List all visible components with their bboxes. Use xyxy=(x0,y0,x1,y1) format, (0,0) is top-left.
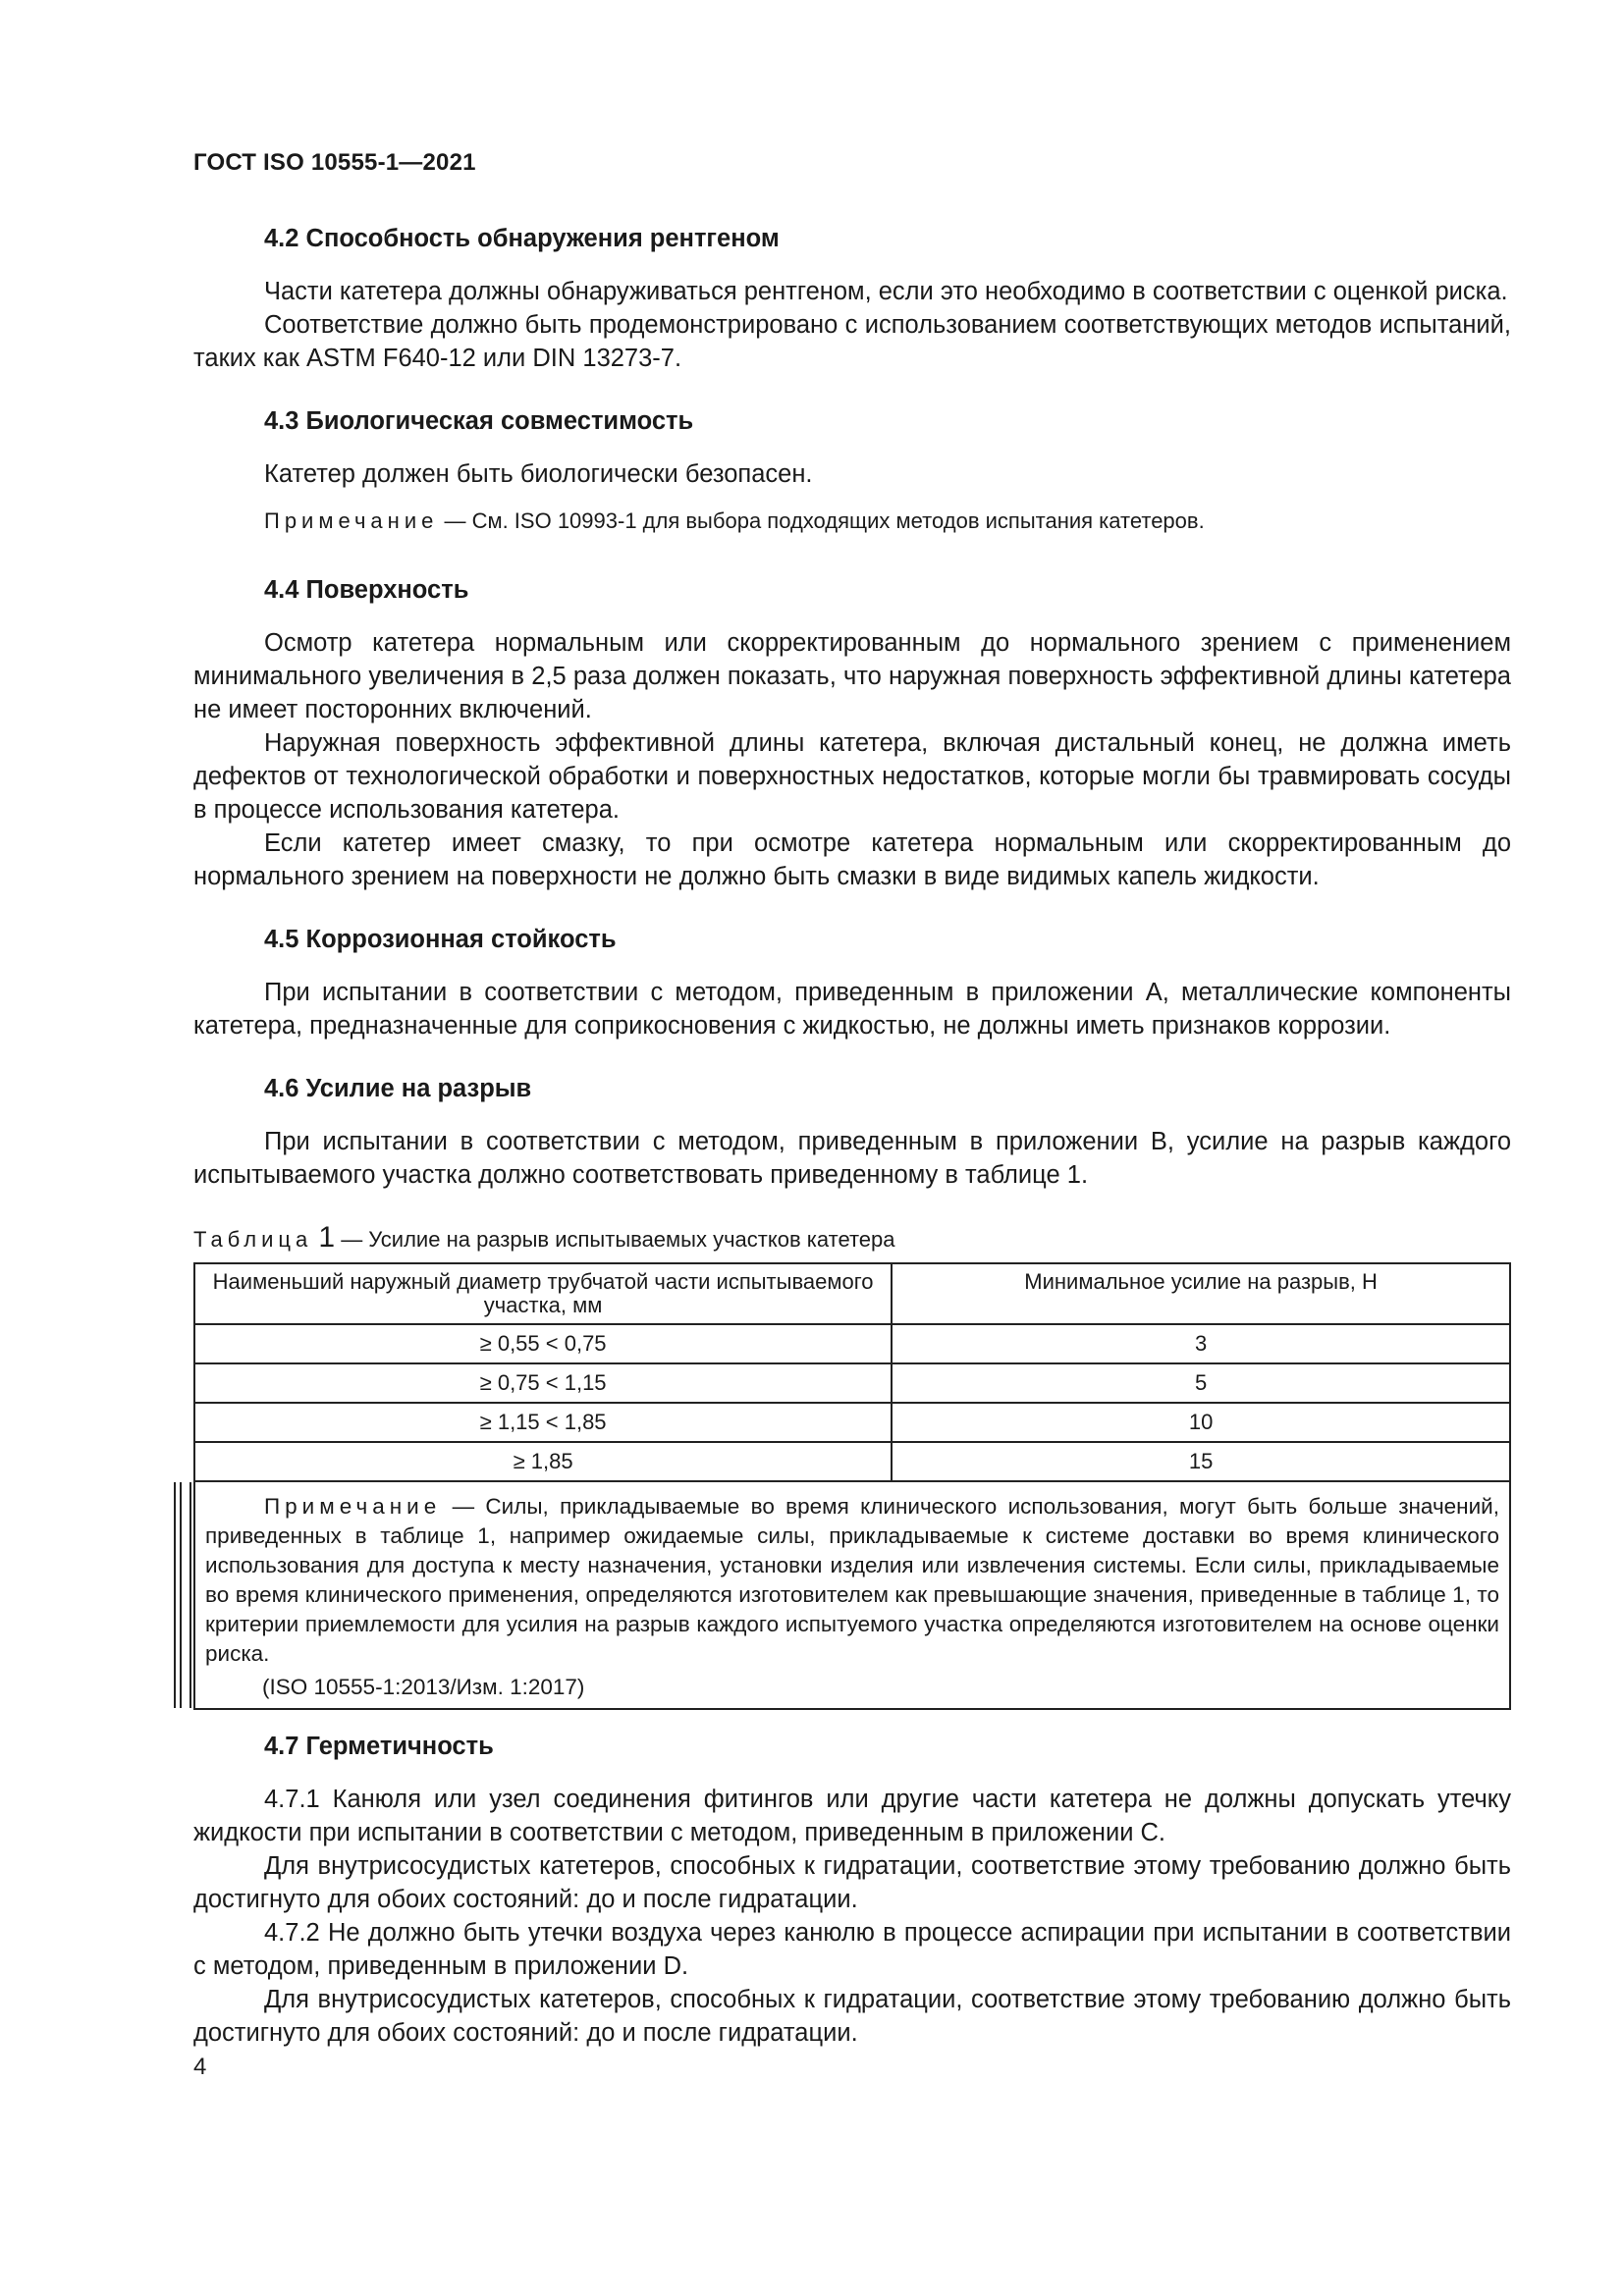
table-note-row xyxy=(194,1481,1510,1709)
table-caption-text: — Усилие на разрыв испытываемых участков катетера xyxy=(335,1227,895,1252)
paragraph: Для внутрисосудистых катетеров, способных к гидратации, соответствие этому требованию должно быть достигнуто для обоих состояний: до и после гидратации. xyxy=(193,1852,1511,1913)
paragraph: Осмотр катетера нормальным или скорректированным до нормального зрением с применением минимального увеличения в 2,5 раза должен показать, что наружная поверхность эффективной длины катетера не имеет посторонних включений. xyxy=(193,629,1511,723)
section-title-4-2: 4.2 Способность обнаружения рентгеном xyxy=(264,225,780,252)
table-cell-diameter: ≥ 0,55 < 0,75 xyxy=(194,1324,892,1363)
paragraph: Катетер должен быть биологически безопасен. xyxy=(264,460,813,488)
table-cell-force: 15 xyxy=(892,1442,1510,1481)
table-note-text: — Силы, прикладываемые во время клинического использования, могут быть больше значений, приведенных в таблице 1, например ожидаемые силы, прикладываемые к системе доставки во время клинического использования для доступа к месту назначения, установки изделия или извлечения системы. Если силы, прикладываемые во время клинического применения, определяются изготовителем как превышающие значения, приведенные в таблице 1, то критерии приемлемости для усилия на разрыв каждого испытуемого участка определяются изготовителем на основе оценки риска. xyxy=(205,1494,1499,1666)
table-row xyxy=(194,1403,1510,1442)
paragraph: При испытании в соответствии с методом, приведенным в приложении В, усилие на разрыв каждого испытываемого участка должно соответствовать приведенному в таблице 1. xyxy=(193,1128,1511,1189)
table-caption xyxy=(193,1221,1511,1256)
table-cell-force: 5 xyxy=(892,1363,1510,1403)
paragraph: Соответствие должно быть продемонстрировано с использованием соответствующих методов испытаний, таких как ASTM F640-12 или DIN 13273-7. xyxy=(193,311,1511,372)
table-note-cell xyxy=(194,1481,1510,1709)
breaking-force-table xyxy=(193,1262,1511,1710)
section-title-4-7: 4.7 Герметичность xyxy=(264,1733,494,1760)
table-caption-label: Таблица xyxy=(193,1227,313,1252)
note-text: — См. ISO 10993-1 для выбора подходящих методов испытания катетеров. xyxy=(438,508,1205,533)
table-header-row xyxy=(194,1263,1510,1324)
section-title-4-3: 4.3 Биологическая совместимость xyxy=(264,407,694,435)
paragraph: 4.7.1 Канюля или узел соединения фитингов или другие части катетера не должны допускать утечку жидкости при испытании в соответствии с методом, приведенным в приложении С. xyxy=(193,1786,1511,1846)
table-note xyxy=(205,1492,1499,1669)
table-cell-force: 3 xyxy=(892,1324,1510,1363)
table-cell-diameter: ≥ 0,75 < 1,15 xyxy=(194,1363,892,1403)
note xyxy=(193,505,1511,538)
table-cell-force: 10 xyxy=(892,1403,1510,1442)
paragraph: 4.7.2 Не должно быть утечки воздуха через канюлю в процессе аспирации при испытании в соответствии с методом, приведенным в приложении D. xyxy=(193,1919,1511,1980)
paragraph: Наружная поверхность эффективной длины катетера, включая дистальный конец, не должна иметь дефектов от технологической обработки и поверхностных недостатков, которые могли бы травмировать сосуды в процессе использования катетера. xyxy=(193,729,1511,824)
document-body xyxy=(193,222,1511,2050)
document-header: ГОСТ ISO 10555-1—2021 xyxy=(193,149,476,176)
paragraph: При испытании в соответствии с методом, приведенным в приложении А, металлические компоненты катетера, предназначенные для соприкосновения с жидкостью, не должны иметь признаков коррозии. xyxy=(193,979,1511,1040)
table-row xyxy=(194,1442,1510,1481)
table-note-label: Примечание xyxy=(264,1494,442,1519)
table-row xyxy=(194,1363,1510,1403)
paragraph: Части катетера должны обнаруживаться рентгеном, если это необходимо в соответствии с оценкой риска. xyxy=(264,278,1508,305)
table-row xyxy=(194,1324,1510,1363)
note-label: Примечание xyxy=(264,508,439,533)
amendment-reference: (ISO 10555-1:2013/Изм. 1:2017) xyxy=(262,1675,585,1699)
change-marker xyxy=(174,1482,191,1708)
table-cell-diameter: ≥ 1,15 < 1,85 xyxy=(194,1403,892,1442)
table-header-diameter: Наименьший наружный диаметр трубчатой части испытываемого участка, мм xyxy=(194,1263,892,1324)
section-title-4-5: 4.5 Коррозионная стойкость xyxy=(264,926,617,953)
paragraph: Если катетер имеет смазку, то при осмотре катетера нормальным или скорректированным до нормального зрением на поверхности не должно быть смазки в виде видимых капель жидкости. xyxy=(193,829,1511,890)
paragraph: Для внутрисосудистых катетеров, способных к гидратации, соответствие этому требованию должно быть достигнуто для обоих состояний: до и после гидратации. xyxy=(193,1986,1511,2047)
table-cell-diameter: ≥ 1,85 xyxy=(194,1442,892,1481)
section-title-4-6: 4.6 Усилие на разрыв xyxy=(264,1075,532,1102)
section-title-4-4: 4.4 Поверхность xyxy=(264,576,469,604)
table-caption-number: 1 xyxy=(318,1221,336,1254)
table-header-force: Минимальное усилие на разрыв, Н xyxy=(892,1263,1510,1324)
page-number: 4 xyxy=(193,2054,207,2080)
